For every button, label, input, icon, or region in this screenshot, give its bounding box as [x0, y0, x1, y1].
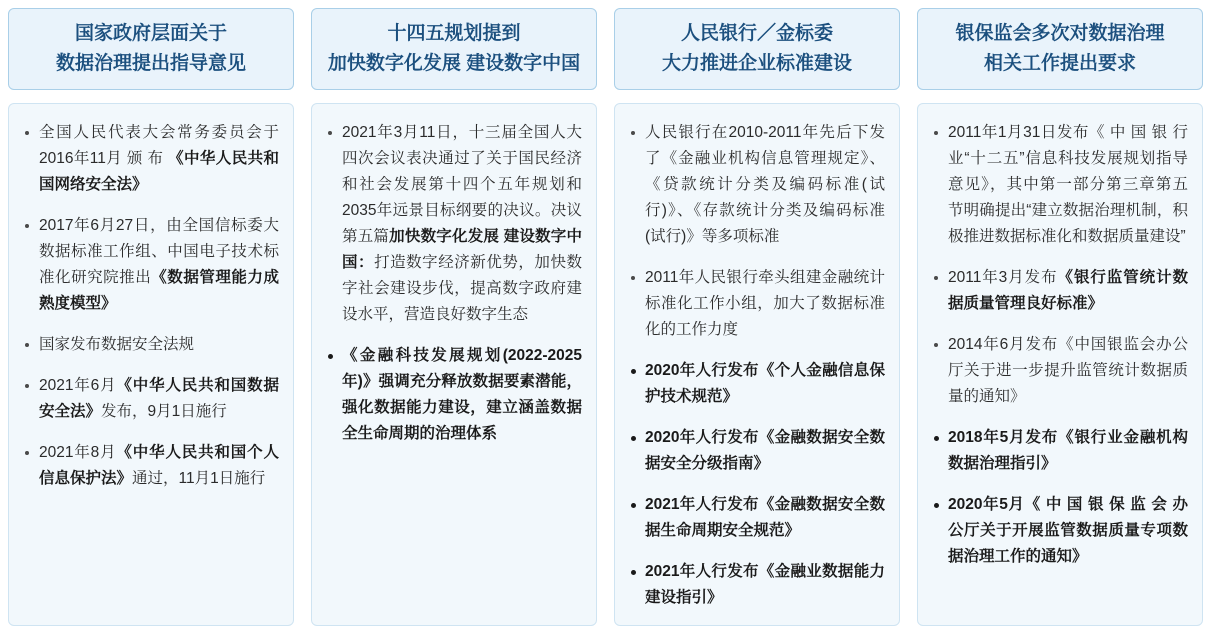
list-item: 全国人民代表大会常务委员会于2016年11月 颁 布 《中华人民共和国网络安全法》	[17, 120, 279, 198]
column-header	[917, 8, 1203, 90]
column	[311, 8, 597, 626]
column-header	[311, 8, 597, 90]
column-body	[614, 103, 900, 626]
list-item: 2021年6月《中华人民共和国数据安全法》发布，9月1日施行	[17, 373, 279, 425]
list-item: 2017年6月27日，由全国信标委大数据标准工作组、中国电子技术标准化研究院推出《数据管理能力成熟度模型》	[17, 213, 279, 317]
bullet-list	[320, 120, 582, 447]
list-item: 2020年5月《 中 国 银 保 监 会 办公厅关于开展监管数据质量专项数据治理工作的通知》	[926, 492, 1188, 570]
list-item: 人民银行在2010-2011年先后下发了《金融业机构信息管理规定》、《贷款统计分类及编码标准(试行)》、《存款统计分类及编码标准(试行)》等多项标准	[623, 120, 885, 250]
list-item: 2020年人行发布《个人金融信息保护技术规范》	[623, 358, 885, 410]
column-title: 银保监会多次对数据治理 相关工作提出要求	[955, 23, 1165, 74]
column-title: 人民银行／金标委 大力推进企业标准建设	[661, 23, 852, 74]
list-item: 2021年8月《中华人民共和国个人信息保护法》通过，11月1日施行	[17, 440, 279, 492]
list-item: 2020年人行发布《金融数据安全数据安全分级指南》	[623, 425, 885, 477]
column-body	[917, 103, 1203, 626]
list-item: 2011年1月31日发布《 中 国 银 行业“十二五”信息科技发展规划指导意见》，其中第一部分第三章第五节明确提出“建立数据治理机制，积极推进数据标准化和数据质量建设”	[926, 120, 1188, 250]
column-body	[311, 103, 597, 626]
column-title: 十四五规划提到 加快数字化发展 建设数字中国	[327, 23, 581, 74]
list-item: 2021年3月11日，十三届全国人大四次会议表决通过了关于国民经济和社会发展第十四个五年规划和2035年远景目标纲要的决议。决议第五篇加快数字化发展 建设数字中国：打造数字经济新优势，加快数字社会建设步伐，提高数字政府建设水平，营造良好数字生态	[320, 120, 582, 328]
list-item: 2011年3月发布《银行监管统计数据质量管理良好标准》	[926, 265, 1188, 317]
bullet-list	[623, 120, 885, 611]
list-item: 国家发布数据安全法规	[17, 332, 279, 358]
list-item: 2014年6月发布《中国银监会办公厅关于进一步提升监管统计数据质量的通知》	[926, 332, 1188, 410]
column-body	[8, 103, 294, 626]
list-item: 2018年5月发布《银行业金融机构数据治理指引》	[926, 425, 1188, 477]
list-item: 2021年人行发布《金融数据安全数据生命周期安全规范》	[623, 492, 885, 544]
column	[614, 8, 900, 626]
bullet-list	[926, 120, 1188, 570]
column-title: 国家政府层面关于 数据治理提出指导意见	[55, 23, 246, 74]
column-header	[8, 8, 294, 90]
list-item: 2011年人民银行牵头组建金融统计标准化工作小组，加大了数据标准化的工作力度	[623, 265, 885, 343]
list-item: 2021年人行发布《金融业数据能力建设指引》	[623, 559, 885, 611]
column	[8, 8, 294, 626]
bullet-list	[17, 120, 279, 492]
list-item: 《金融科技发展规划(2022-2025年)》强调充分释放数据要素潜能，强化数据能力建设，建立涵盖数据全生命周期的治理体系	[320, 343, 582, 447]
column	[917, 8, 1203, 626]
column-header	[614, 8, 900, 90]
